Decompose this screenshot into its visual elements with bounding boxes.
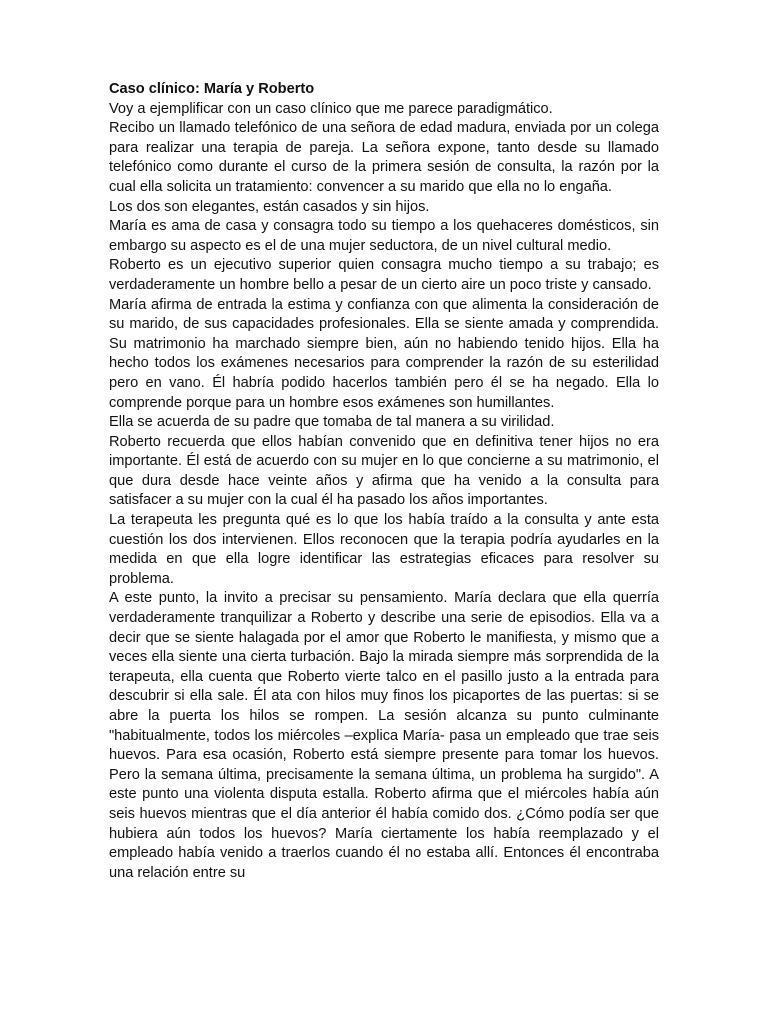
paragraph-phone-call: Recibo un llamado telefónico de una señora de edad madura, enviada por un colega para realizar una terapia de pareja. La señora expone, tanto desde su llamado telefónico como durante el curso de la primera sesión de consulta, la razón por la cual ella solicita un tratamiento: convencer a su marido que ella no lo engaña.: [109, 120, 659, 195]
paragraph-agreement: Roberto recuerda que ellos habían convenido que en definitiva tener hijos no era importante. Él está de acuerdo con su mujer en lo que concierne a su matrimonio, el que dura desde hace veinte años y afirma que ha venido a la consulta para satisfacer a su mujer con la cual él ha pasado los años importantes.: [109, 433, 659, 509]
document-page: [109, 80, 659, 883]
paragraph-episodes: A este punto, la invito a precisar su pensamiento. María declara que ella querría verdaderamente tranquilizar a Roberto y describe una serie de episodios. Ella va a decir que se siente halagada por el amor que Roberto le manifiesta, y mismo que a veces ella siente una cierta turbación. Bajo la mirada siempre más sorprendida de la terapeuta, ella cuenta que Roberto vierte talco en el pasillo justo a la entrada para descubrir si ella sale. Él ata con hilos muy finos los picaportes de las puertas: si se abre la puerta los hilos se rompen. La sesión alcanza su punto culminante "habitualmente, todos los miércoles –explica María- pasa un empleado que trae seis huevos. Para esa ocasión, Roberto está siempre presente para tomar los huevos. Pero la semana última, precisamente la semana última, un problema ha surgido". A este punto una violenta disputa estalla. Roberto afirma que el miércoles había aún seis huevos mientras que el día anterior él había comido dos. ¿Cómo podía ser que hubiera aún todos los huevos? María ciertamente los había reemplazado y el empleado había venido a traerlos cuando él no estaba allí. Entonces él encontraba una relación entre su: [109, 590, 659, 881]
document-title: Caso clínico: María y Roberto: [109, 81, 315, 97]
paragraph-therapist-question: La terapeuta les pregunta qué es lo que los había traído a la consulta y ante esta cuestión los dos intervienen. Ellos reconocen que la terapia podría ayudarles en la medida en que ella logre identificar las estrategias eficaces para resolver su problema.: [109, 512, 659, 587]
paragraph-father: Ella se acuerda de su padre que tomaba de tal manera a su virilidad.: [109, 414, 555, 431]
paragraph-esteem: María afirma de entrada la estima y confianza con que alimenta la consideración de su marido, de sus capacidades profesionales. Ella se siente amada y comprendida. Su matrimonio ha marchado siempre bien, aún no habiendo tenido hijos. Ella ha hecho todos los exámenes necesarios para comprender la razón de su esterilidad pero en vano. Él habría podido hacerlos también pero él se ha negado. Ella lo comprende porque para un hombre esos exámenes son humillantes.: [109, 296, 659, 411]
paragraph-intro: Voy a ejemplificar con un caso clínico que me parece paradigmático.: [109, 100, 553, 117]
paragraph-maria: María es ama de casa y consagra todo su tiempo a los quehaceres domésticos, sin embargo su aspecto es el de una mujer seductora, de un nivel cultural medio.: [109, 218, 659, 254]
paragraph-couple: Los dos son elegantes, están casados y sin hijos.: [109, 198, 430, 215]
paragraph-roberto: Roberto es un ejecutivo superior quien consagra mucho tiempo a su trabajo; es verdaderamente un hombre bello a pesar de un cierto aire un poco triste y cansado.: [109, 257, 659, 293]
